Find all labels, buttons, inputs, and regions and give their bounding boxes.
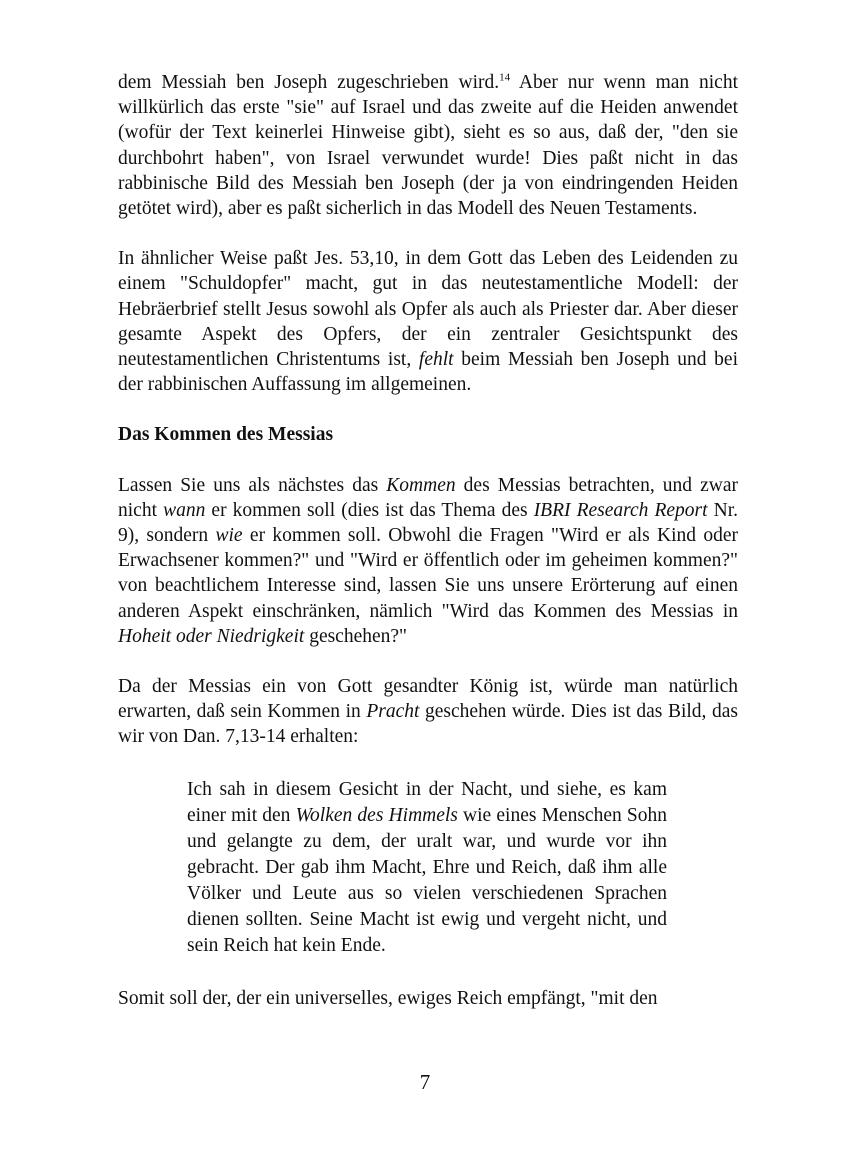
text-run: er kommen soll (dies ist das Thema des [205, 499, 534, 521]
text-run: Da der Messias ein von Gott gesandter König ist, würde man natürlich erwarten, daß sein Kommen in [118, 676, 738, 723]
paragraph-2 [118, 246, 738, 397]
emphasis: Kommen [386, 474, 456, 496]
text-run: geschehen würde. Dies ist das Bild, das wir von Dan. 7,13-14 erhalten: [118, 701, 738, 748]
text-run: wie eines Menschen Sohn und gelangte zu dem, der uralt war, und wurde vor ihn gebracht. Der gab ihm Macht, Ehre und Reich, daß ihm alle Völker und Leute aus so vielen verschiedenen Sprachen dienen sollten. Seine Macht ist ewig und vergeht nicht, und sein Reich hat kein Ende. [187, 804, 667, 956]
text-run: Nr. 9), sondern [118, 499, 739, 547]
text-run: beim Messiah ben Joseph und bei der rabbinischen Auffassung im allgemeinen. [118, 349, 739, 396]
section-heading: Das Kommen des Messias [118, 424, 334, 446]
emphasis: wann [163, 499, 206, 521]
paragraph-4 [118, 674, 738, 750]
text-run: In ähnlicher Weise paßt Jes. 53,10, in dem Gott das Leben des Leidenden zu einem "Schuldopfer" macht, gut in das neutestamentliche Modell: der Hebräerbrief stellt Jesus sowohl als Opfer als auch als Priester dar. Aber dieser gesamte Aspekt des Opfers, der ein zentraler Gesichtspunkt des neutestamentlichen Christentums ist, [118, 248, 738, 371]
emphasis: fehlt [418, 349, 454, 371]
text-run: er kommen soll. Obwohl die Fragen "Wird er als Kind oder Erwachsener kommen?" und "Wird er öffentlich oder im geheimen kommen?" von beachtlichem Interesse sind, lassen Sie uns unsere Erörterung auf einen anderen Aspekt einschränken, nämlich "Wird das Kommen des Messias in [118, 525, 739, 622]
emphasis: Pracht [366, 701, 420, 723]
paragraph-3 [118, 473, 738, 649]
text-run: Lassen Sie uns als nächstes das [118, 474, 387, 496]
text-run: Ich sah in diesem Gesicht in der Nacht, und siehe, es kam einer mit den [187, 778, 667, 826]
text-run: des Messias betrachten, und zwar nicht [118, 474, 738, 521]
text-run: geschehen?" [304, 625, 408, 647]
block-quote [187, 777, 667, 959]
emphasis: Hoheit oder Niedrigkeit [118, 625, 305, 647]
page-body [118, 70, 738, 1011]
text-run: Aber nur wenn man nicht willkürlich das erste "sie" auf Israel und das zweite auf die Heiden anwendet (wofür der Text keinerlei Hinweise gibt), sieht es so aus, daß der, "den sie durchbohrt haben", von Israel verwundet wurde! Dies paßt nicht in das rabbinische Bild des Messiah ben Joseph (der ja von eindringenden Heiden getötet wird), aber es paßt sicherlich in das Modell des Neuen Testaments. [118, 72, 738, 220]
emphasis: wie [215, 525, 243, 547]
paragraph-5: Somit soll der, der ein universelles, ewiges Reich empfängt, "mit den [118, 987, 658, 1009]
paragraph-1 [118, 70, 738, 221]
page-number: 7 [419, 1070, 431, 1094]
footnote-ref[interactable]: 14 [499, 71, 511, 84]
text-run: dem Messiah ben Joseph zugeschrieben wird. [118, 72, 500, 93]
emphasis: IBRI Research Report [533, 499, 708, 521]
emphasis: Wolken des Himmels [295, 804, 458, 826]
